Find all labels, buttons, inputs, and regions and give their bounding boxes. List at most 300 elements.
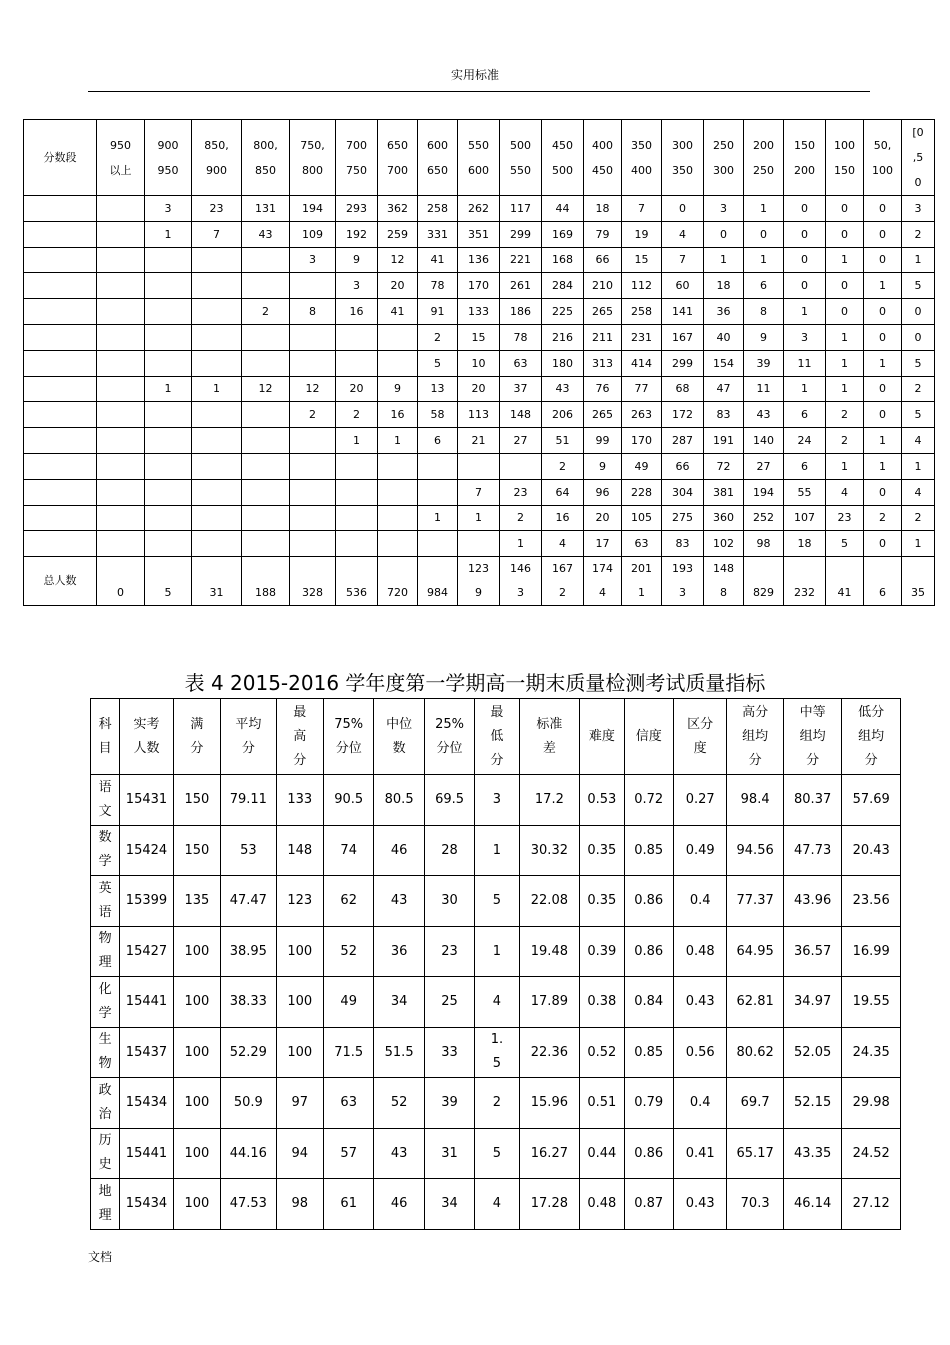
subject-row xyxy=(91,775,901,826)
table-cell: 51.5 xyxy=(374,1027,424,1078)
table-cell: 123 xyxy=(276,876,323,927)
table-cell: 90.5 xyxy=(323,775,373,826)
score-bin-header: 250 300 xyxy=(704,120,744,196)
table-cell: 3 xyxy=(336,273,378,299)
table-cell xyxy=(97,221,145,247)
table-cell: 167 xyxy=(662,324,704,350)
table-cell xyxy=(418,479,458,505)
table-cell: 52 xyxy=(374,1078,424,1129)
table-cell: 43 xyxy=(242,221,290,247)
total-cell: 193 3 xyxy=(662,557,704,606)
table-cell xyxy=(24,299,97,325)
table-cell: 34 xyxy=(424,1179,474,1230)
table-cell: 102 xyxy=(704,531,744,557)
table-cell: 64.95 xyxy=(727,926,783,977)
table-cell: 0.87 xyxy=(624,1179,673,1230)
table-cell: 133 xyxy=(458,299,500,325)
table-row xyxy=(24,479,935,505)
table-row xyxy=(24,505,935,531)
table-cell: 0 xyxy=(864,247,902,273)
table-cell: 228 xyxy=(622,479,662,505)
table-cell: 0.4 xyxy=(673,876,726,927)
table-cell xyxy=(336,479,378,505)
table-cell: 38.95 xyxy=(221,926,276,977)
table-cell: 8 xyxy=(290,299,336,325)
table-cell: 0 xyxy=(662,196,704,222)
table-cell xyxy=(418,453,458,479)
table-cell: 5 xyxy=(475,1128,519,1179)
table-cell: 262 xyxy=(458,196,500,222)
table-cell: 37 xyxy=(500,376,542,402)
table-cell: 11 xyxy=(744,376,784,402)
table-cell: 18 xyxy=(704,273,744,299)
table-cell: 39 xyxy=(744,350,784,376)
table-cell: 16.99 xyxy=(842,926,901,977)
table-cell: 80.37 xyxy=(783,775,842,826)
table-cell: 6 xyxy=(784,453,826,479)
column-header: 最 高 分 xyxy=(276,699,323,775)
table-cell: 52.05 xyxy=(783,1027,842,1078)
quality-indicator-table xyxy=(90,698,901,1230)
table-cell: 9 xyxy=(744,324,784,350)
column-header: 中等 组均 分 xyxy=(783,699,842,775)
table-cell: 43.35 xyxy=(783,1128,842,1179)
table-cell: 0.85 xyxy=(624,825,673,876)
subject-row xyxy=(91,977,901,1028)
table-cell: 2 xyxy=(542,453,584,479)
table-cell: 22.36 xyxy=(519,1027,580,1078)
table-cell: 7 xyxy=(458,479,500,505)
total-cell: 536 xyxy=(336,557,378,606)
column-header: 高分 组均 分 xyxy=(727,699,783,775)
table-cell: 43 xyxy=(744,402,784,428)
table-cell: 169 xyxy=(542,221,584,247)
table-header-row xyxy=(91,699,901,775)
table-cell: 100 xyxy=(173,926,220,977)
table-cell: 191 xyxy=(704,428,744,454)
table-cell xyxy=(242,402,290,428)
table-cell: 351 xyxy=(458,221,500,247)
table-cell: 414 xyxy=(622,350,662,376)
table-cell: 194 xyxy=(290,196,336,222)
table-cell: 15427 xyxy=(120,926,173,977)
subject-name: 语 文 xyxy=(91,775,120,826)
table-cell xyxy=(192,273,242,299)
table-cell: 299 xyxy=(662,350,704,376)
table-cell: 1 xyxy=(145,376,192,402)
score-bin-header: 150 200 xyxy=(784,120,826,196)
table-cell: 15437 xyxy=(120,1027,173,1078)
table-cell: 24.35 xyxy=(842,1027,901,1078)
table-cell: 136 xyxy=(458,247,500,273)
table-cell: 293 xyxy=(336,196,378,222)
table-cell: 170 xyxy=(458,273,500,299)
table-cell: 0.85 xyxy=(624,1027,673,1078)
table-cell: 1 xyxy=(784,376,826,402)
table-cell: 1 xyxy=(864,428,902,454)
table-cell xyxy=(378,505,418,531)
table-cell: 2 xyxy=(242,299,290,325)
table-cell: 69.7 xyxy=(727,1078,783,1129)
table-cell: 15434 xyxy=(120,1078,173,1129)
table-cell: 17.89 xyxy=(519,977,580,1028)
table-cell: 10 xyxy=(458,350,500,376)
table-cell xyxy=(242,324,290,350)
table-cell: 1 xyxy=(475,825,519,876)
table-cell: 71.5 xyxy=(323,1027,373,1078)
table-cell: 3 xyxy=(902,196,935,222)
table-cell: 1 xyxy=(744,196,784,222)
table-cell: 16.27 xyxy=(519,1128,580,1179)
table-cell xyxy=(24,402,97,428)
table-cell: 3 xyxy=(704,196,744,222)
table-cell: 49 xyxy=(323,977,373,1028)
table-cell: 1 xyxy=(145,221,192,247)
table-cell: 1 xyxy=(336,428,378,454)
table-cell: 6 xyxy=(744,273,784,299)
table-cell xyxy=(24,505,97,531)
table-cell xyxy=(458,453,500,479)
table-cell: 66 xyxy=(662,453,704,479)
table-cell xyxy=(145,505,192,531)
subject-name: 物 理 xyxy=(91,926,120,977)
table-cell: 23.56 xyxy=(842,876,901,927)
table-cell xyxy=(336,350,378,376)
score-bin-header: 600 650 xyxy=(418,120,458,196)
table-row xyxy=(24,221,935,247)
header-cell: 分数段 xyxy=(24,120,97,196)
table-cell: 0.35 xyxy=(580,876,624,927)
table-cell: 0.51 xyxy=(580,1078,624,1129)
table-cell: 0 xyxy=(744,221,784,247)
table-cell xyxy=(242,505,290,531)
table-cell xyxy=(290,324,336,350)
table-cell xyxy=(192,453,242,479)
table-cell xyxy=(145,350,192,376)
table-row xyxy=(24,350,935,376)
table-cell: 83 xyxy=(662,531,704,557)
table-cell: 78 xyxy=(418,273,458,299)
subject-name: 历 史 xyxy=(91,1128,120,1179)
table-cell: 2 xyxy=(336,402,378,428)
table-cell: 265 xyxy=(584,299,622,325)
score-bin-header: 50, 100 xyxy=(864,120,902,196)
total-cell: 829 xyxy=(744,557,784,606)
total-cell: 174 4 xyxy=(584,557,622,606)
table-cell xyxy=(24,273,97,299)
table-cell: 0.86 xyxy=(624,1128,673,1179)
table-cell: 2 xyxy=(290,402,336,428)
table-cell: 258 xyxy=(418,196,458,222)
table-cell: 11 xyxy=(784,350,826,376)
table-row xyxy=(24,247,935,273)
table-cell: 0.41 xyxy=(673,1128,726,1179)
table-cell: 100 xyxy=(276,926,323,977)
score-bin-header: 100 150 xyxy=(826,120,864,196)
table-cell xyxy=(290,505,336,531)
table-cell xyxy=(97,376,145,402)
score-bin-header: 700 750 xyxy=(336,120,378,196)
table-cell: 46 xyxy=(374,825,424,876)
table-cell: 112 xyxy=(622,273,662,299)
table-cell xyxy=(97,299,145,325)
table-cell: 2 xyxy=(902,221,935,247)
subject-name: 地 理 xyxy=(91,1179,120,1230)
table-cell: 0.4 xyxy=(673,1078,726,1129)
table-cell: 64 xyxy=(542,479,584,505)
table-cell: 91 xyxy=(418,299,458,325)
table-cell: 68 xyxy=(662,376,704,402)
table-cell: 100 xyxy=(173,977,220,1028)
table-cell: 4 xyxy=(475,1179,519,1230)
table-row xyxy=(24,376,935,402)
table-cell: 61 xyxy=(323,1179,373,1230)
table-cell: 8 xyxy=(744,299,784,325)
table-cell: 78 xyxy=(500,324,542,350)
table-cell: 0 xyxy=(864,324,902,350)
table-cell: 0 xyxy=(864,299,902,325)
table-cell: 19 xyxy=(622,221,662,247)
table-cell: 79 xyxy=(584,221,622,247)
table-cell: 80.62 xyxy=(727,1027,783,1078)
table-cell: 12 xyxy=(290,376,336,402)
score-bin-header: 850, 900 xyxy=(192,120,242,196)
total-cell: 146 3 xyxy=(500,557,542,606)
table-cell: 17 xyxy=(584,531,622,557)
table-cell: 2 xyxy=(902,505,935,531)
score-bin-header: 800, 850 xyxy=(242,120,290,196)
table-cell xyxy=(336,531,378,557)
table-cell xyxy=(500,453,542,479)
table-cell: 6 xyxy=(418,428,458,454)
table-cell: 18 xyxy=(584,196,622,222)
table-cell xyxy=(97,428,145,454)
table-cell: 60 xyxy=(662,273,704,299)
table-cell: 63 xyxy=(323,1078,373,1129)
table-cell xyxy=(418,531,458,557)
score-bin-header: 950 以上 xyxy=(97,120,145,196)
table-cell: 3 xyxy=(145,196,192,222)
table-cell: 23 xyxy=(192,196,242,222)
table-cell: 206 xyxy=(542,402,584,428)
table-cell xyxy=(290,531,336,557)
table-cell xyxy=(458,531,500,557)
table-cell: 1 xyxy=(826,350,864,376)
table-cell: 76 xyxy=(584,376,622,402)
table-cell: 12 xyxy=(378,247,418,273)
table-cell: 15441 xyxy=(120,1128,173,1179)
table-cell: 154 xyxy=(704,350,744,376)
table-cell: 0 xyxy=(826,196,864,222)
table-cell: 80.5 xyxy=(374,775,424,826)
table-cell: 94.56 xyxy=(727,825,783,876)
table-cell: 0 xyxy=(902,324,935,350)
total-cell: 328 xyxy=(290,557,336,606)
table-cell: 150 xyxy=(173,825,220,876)
subject-row xyxy=(91,1179,901,1230)
table-cell: 252 xyxy=(744,505,784,531)
table-cell: 133 xyxy=(276,775,323,826)
table-cell: 15441 xyxy=(120,977,173,1028)
table-cell: 0.39 xyxy=(580,926,624,977)
table-cell: 0 xyxy=(864,196,902,222)
table-cell: 58 xyxy=(418,402,458,428)
table-cell: 0.48 xyxy=(580,1179,624,1230)
table-cell: 1. 5 xyxy=(475,1027,519,1078)
column-header: 实考 人数 xyxy=(120,699,173,775)
table-cell: 43 xyxy=(542,376,584,402)
table-cell: 15424 xyxy=(120,825,173,876)
table-cell: 19.48 xyxy=(519,926,580,977)
table-cell: 0.49 xyxy=(673,825,726,876)
total-label: 总人数 xyxy=(24,557,97,606)
table-cell: 192 xyxy=(336,221,378,247)
table-cell: 98.4 xyxy=(727,775,783,826)
table-cell: 25 xyxy=(424,977,474,1028)
table-cell: 23 xyxy=(826,505,864,531)
table-cell: 12 xyxy=(242,376,290,402)
score-bin-header: 750, 800 xyxy=(290,120,336,196)
column-header: 最 低 分 xyxy=(475,699,519,775)
subject-name: 生 物 xyxy=(91,1027,120,1078)
table-cell xyxy=(24,324,97,350)
table-cell: 43 xyxy=(374,876,424,927)
total-cell: 5 xyxy=(145,557,192,606)
table-cell xyxy=(290,350,336,376)
table-caption: 表 4 2015-2016 学年度第一学期高一期末质量检测考试质量指标 xyxy=(184,671,766,695)
table-cell: 299 xyxy=(500,221,542,247)
table-cell: 1 xyxy=(784,299,826,325)
table-cell: 66 xyxy=(584,247,622,273)
table-cell: 2 xyxy=(500,505,542,531)
score-bin-header: 650 700 xyxy=(378,120,418,196)
subject-name: 数 学 xyxy=(91,825,120,876)
table-cell: 1 xyxy=(744,247,784,273)
table-cell: 231 xyxy=(622,324,662,350)
table-cell: 57.69 xyxy=(842,775,901,826)
table-cell: 5 xyxy=(902,350,935,376)
table-cell: 1 xyxy=(458,505,500,531)
table-row xyxy=(24,531,935,557)
table-cell: 36.57 xyxy=(783,926,842,977)
table-cell: 17.2 xyxy=(519,775,580,826)
table-cell: 216 xyxy=(542,324,584,350)
table-cell: 52 xyxy=(323,926,373,977)
table-cell xyxy=(242,453,290,479)
table-cell: 74 xyxy=(323,825,373,876)
total-cell: 201 1 xyxy=(622,557,662,606)
column-header: 平均 分 xyxy=(221,699,276,775)
table-cell: 4 xyxy=(902,479,935,505)
table-cell: 29.98 xyxy=(842,1078,901,1129)
table-cell: 41 xyxy=(378,299,418,325)
table-cell: 0 xyxy=(784,247,826,273)
table-cell xyxy=(97,247,145,273)
total-cell: 148 8 xyxy=(704,557,744,606)
table-cell: 100 xyxy=(173,1078,220,1129)
table-cell: 44 xyxy=(542,196,584,222)
table-cell: 24.52 xyxy=(842,1128,901,1179)
score-bin-header: 550 600 xyxy=(458,120,500,196)
score-bin-header: 500 550 xyxy=(500,120,542,196)
table-cell xyxy=(24,221,97,247)
table-cell xyxy=(242,350,290,376)
total-cell: 0 xyxy=(97,557,145,606)
table-cell: 77.37 xyxy=(727,876,783,927)
table-cell: 52.15 xyxy=(783,1078,842,1129)
table-cell: 22.08 xyxy=(519,876,580,927)
table-cell: 0 xyxy=(704,221,744,247)
table-row xyxy=(24,273,935,299)
table-cell: 168 xyxy=(542,247,584,273)
table-cell: 3 xyxy=(475,775,519,826)
score-bin-header: 900 950 xyxy=(145,120,192,196)
table-cell xyxy=(290,479,336,505)
table-cell: 20 xyxy=(458,376,500,402)
table-cell xyxy=(97,505,145,531)
table-cell: 24 xyxy=(784,428,826,454)
table-cell xyxy=(192,479,242,505)
table-cell xyxy=(24,453,97,479)
table-cell: 4 xyxy=(826,479,864,505)
table-cell: 1 xyxy=(826,376,864,402)
table-cell: 17.28 xyxy=(519,1179,580,1230)
table-cell: 109 xyxy=(290,221,336,247)
table-cell: 2 xyxy=(864,505,902,531)
total-cell: 6 xyxy=(864,557,902,606)
table-cell xyxy=(378,350,418,376)
table-cell: 304 xyxy=(662,479,704,505)
table-cell: 100 xyxy=(173,1027,220,1078)
table-cell xyxy=(24,428,97,454)
table-cell: 140 xyxy=(744,428,784,454)
table-cell: 0 xyxy=(784,196,826,222)
page-header: 实用标准 xyxy=(450,68,499,82)
table-cell xyxy=(336,453,378,479)
table-cell: 15.96 xyxy=(519,1078,580,1129)
table-cell: 360 xyxy=(704,505,744,531)
table-row xyxy=(24,324,935,350)
table-cell: 1 xyxy=(704,247,744,273)
table-cell: 23 xyxy=(500,479,542,505)
table-cell: 98 xyxy=(744,531,784,557)
table-cell: 100 xyxy=(173,1179,220,1230)
table-cell: 13 xyxy=(418,376,458,402)
table-cell: 287 xyxy=(662,428,704,454)
total-cell: 123 9 xyxy=(458,557,500,606)
table-cell: 0 xyxy=(826,221,864,247)
table-cell: 221 xyxy=(500,247,542,273)
table-cell: 381 xyxy=(704,479,744,505)
table-cell: 4 xyxy=(902,428,935,454)
table-cell xyxy=(145,324,192,350)
table-cell: 83 xyxy=(704,402,744,428)
table-cell: 69.5 xyxy=(424,775,474,826)
table-cell: 105 xyxy=(622,505,662,531)
table-cell: 180 xyxy=(542,350,584,376)
table-cell: 0.86 xyxy=(624,876,673,927)
table-row xyxy=(24,428,935,454)
table-cell: 53 xyxy=(221,825,276,876)
table-cell xyxy=(242,428,290,454)
table-cell: 0.43 xyxy=(673,977,726,1028)
column-header: 标准 差 xyxy=(519,699,580,775)
table-cell xyxy=(242,247,290,273)
table-cell: 0.48 xyxy=(673,926,726,977)
table-cell: 9 xyxy=(378,376,418,402)
table-cell: 96 xyxy=(584,479,622,505)
table-cell: 30.32 xyxy=(519,825,580,876)
